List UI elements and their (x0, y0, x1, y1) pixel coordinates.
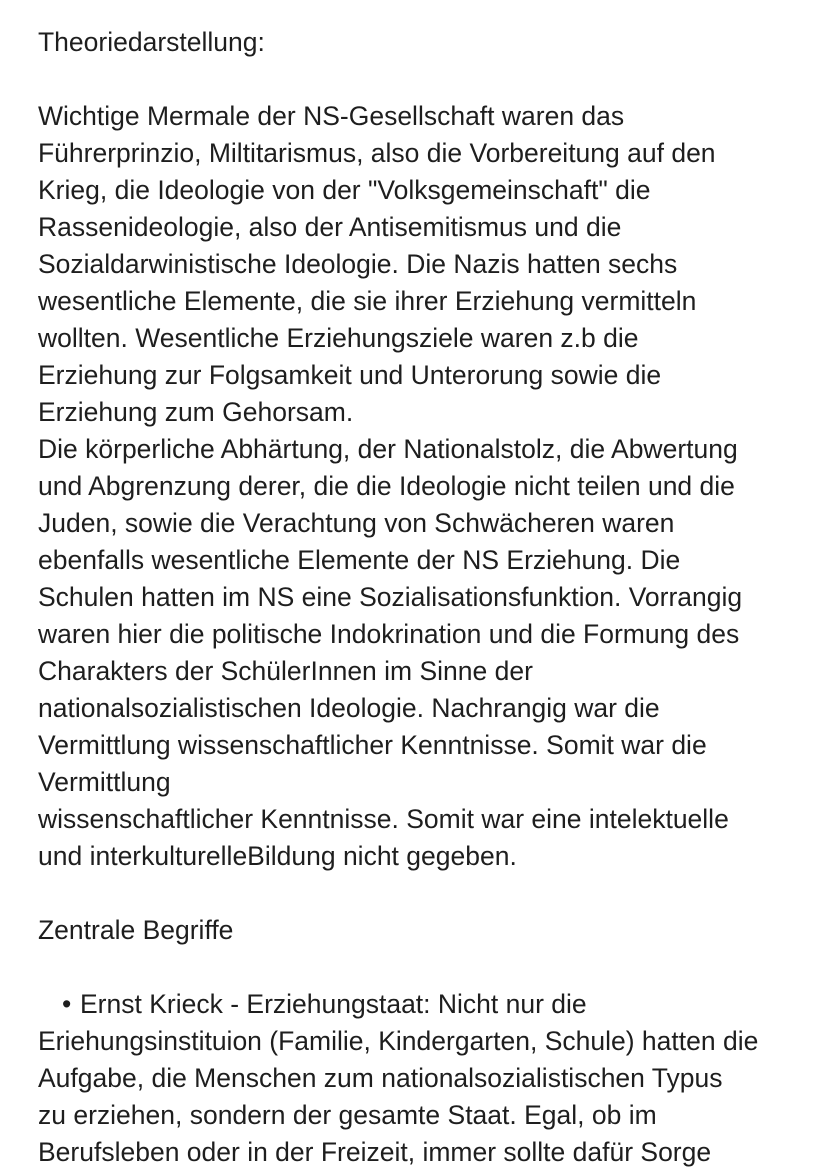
paragraph-line: ebenfalls wesentliche Elemente der NS Erziehung. Die (38, 545, 681, 575)
paragraph-line: wesentliche Elemente, die sie ihrer Erziehung vermitteln (38, 286, 697, 316)
blank-line (38, 949, 808, 986)
paragraph-line: Die körperliche Abhärtung, der Nationalstolz, die Abwertung (38, 434, 738, 464)
document-heading: Theoriedarstellung: (38, 27, 265, 57)
bullet-list-item (38, 986, 808, 1170)
paragraph-2 (38, 431, 808, 875)
paragraph-line: Erziehung zum Gehorsam. (38, 397, 354, 427)
bullet-first-line (38, 986, 808, 1023)
paragraph-line: Juden, sowie die Verachtung von Schwächeren waren (38, 508, 675, 538)
paragraph-line: Sozialdarwinistische Ideologie. Die Nazis hatten sechs (38, 249, 678, 279)
paragraph-line: Charakters der SchülerInnen im Sinne der (38, 656, 533, 686)
bullet-text: Ernst Krieck - Erziehungstaat: Nicht nur die (80, 989, 587, 1019)
section-heading: Zentrale Begriffe (38, 915, 234, 945)
paragraph-line: Führerprinzio, Miltitarismus, also die Vorbereitung auf den (38, 138, 716, 168)
bullet-continuation-line: zu erziehen, sondern der gesamte Staat. Egal, ob im (38, 1100, 657, 1130)
paragraph-line: Schulen hatten im NS eine Sozialisationsfunktion. Vorrangig (38, 582, 743, 612)
paragraph-line: nationalsozialistischen Ideologie. Nachrangig war die (38, 693, 660, 723)
bullet-continuation-line: Eriehungsinstituion (Familie, Kindergarten, Schule) hatten die (38, 1026, 759, 1056)
paragraph-line: Vermittlung wissenschaftlicher Kenntnisse. Somit war die (38, 730, 707, 760)
paragraph-line: und Abgrenzung derer, die die Ideologie nicht teilen und die (38, 471, 735, 501)
paragraph-line: Rassenideologie, also der Antisemitismus und die (38, 212, 622, 242)
paragraph-line: Erziehung zur Folgsamkeit und Unterorung sowie die (38, 360, 662, 390)
paragraph-line: und interkulturelleBildung nicht gegeben. (38, 841, 517, 871)
blank-line (38, 875, 808, 912)
blank-line (38, 61, 808, 98)
paragraph-line: Krieg, die Ideologie von der "Volksgemeinschaft" die (38, 175, 651, 205)
paragraph-line: Wichtige Mermale der NS-Gesellschaft waren das (38, 101, 625, 131)
bullet-icon: • (62, 989, 72, 1019)
bullet-continuation-line: Aufgabe, die Menschen zum nationalsozialistischen Typus (38, 1063, 723, 1093)
bullet-continuation-line: Berufsleben oder in der Freizeit, immer sollte dafür Sorge (38, 1137, 712, 1167)
paragraph-line: waren hier die politische Indokrination und die Formung des (38, 619, 740, 649)
paragraph-line: wollten. Wesentliche Erziehungsziele waren z.b die (38, 323, 639, 353)
paragraph-line: Vermittlung (38, 767, 171, 797)
paragraph-1 (38, 98, 808, 431)
paragraph-line: wissenschaftlicher Kenntnisse. Somit war eine intelektuelle (38, 804, 729, 834)
